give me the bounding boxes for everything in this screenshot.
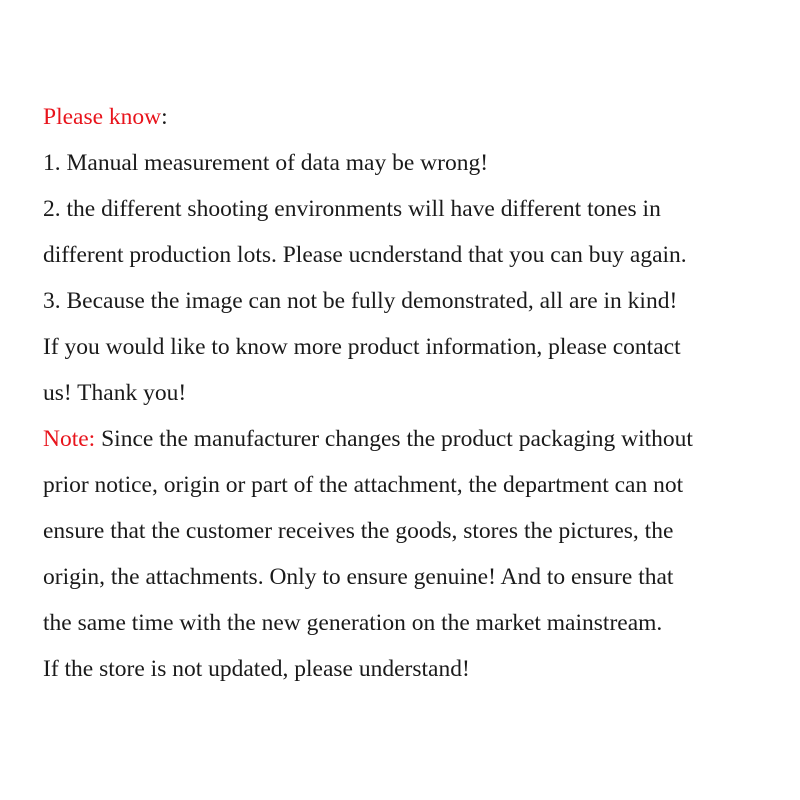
notice-line-5: If you would like to know more product information, please contact — [43, 334, 681, 360]
note-line-5: the same time with the new generation on the market mainstream. — [43, 610, 663, 636]
notice-line-3: different production lots. Please ucnderstand that you can buy again. — [43, 242, 687, 268]
notice-text-block — [43, 94, 783, 692]
note-line-4: origin, the attachments. Only to ensure genuine! And to ensure that — [43, 564, 674, 590]
note-label: Note: — [43, 426, 96, 452]
note-line-3: ensure that the customer receives the goods, stores the pictures, the — [43, 518, 674, 544]
notice-line-1: 1. Manual measurement of data may be wrong! — [43, 150, 489, 176]
notice-line-6: us! Thank you! — [43, 380, 187, 406]
note-text-start: Since the manufacturer changes the product packaging without — [95, 426, 693, 452]
notice-line-2: 2. the different shooting environments will have different tones in — [43, 196, 661, 222]
heading-colon: : — [161, 104, 168, 130]
notice-line-4: 3. Because the image can not be fully demonstrated, all are in kind! — [43, 288, 678, 314]
note-line-2: prior notice, origin or part of the attachment, the department can not — [43, 472, 684, 498]
please-know-label: Please know — [43, 104, 162, 130]
please-know-heading-line — [43, 94, 783, 140]
note-first-line — [43, 416, 783, 462]
note-line-6: If the store is not updated, please understand! — [43, 656, 470, 682]
